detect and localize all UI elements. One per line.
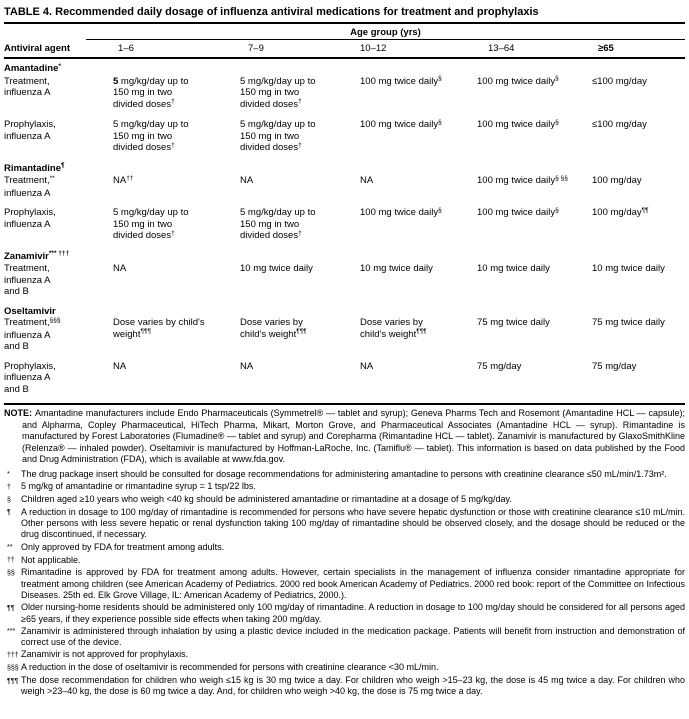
dose-cell-age-1-6: NA	[113, 360, 127, 372]
footnote-text: A reduction in the dose of oseltamivir is recommended for persons with creatinine clearance <30 mL/min.	[21, 662, 439, 673]
dose-cell-age-10-12: NA	[360, 175, 374, 186]
column-header-age-1-6: 1–6	[118, 43, 134, 54]
drug-section-rimantadine	[4, 163, 685, 243]
dose-cell-age-10-12: NA	[360, 360, 374, 372]
footnote-symbol: §§	[7, 569, 15, 577]
dose-cell-age-10-12: Dose varies by child's weight¶¶¶	[360, 317, 427, 340]
table-title: TABLE 4. Recommended daily dosage of influenza antiviral medications for treatment and prophylaxis	[4, 6, 539, 18]
row-label: Treatment,** influenza A	[4, 174, 55, 199]
footnote	[4, 555, 685, 567]
dose-cell-age-1-6: 5 mg/kg/day up to 150 mg in two divided doses†	[113, 119, 189, 153]
footnote-symbol: §§§	[7, 664, 19, 672]
table-row-zanamivir-treatment	[4, 263, 685, 298]
dose-cell-age-65-plus: ≤100 mg/day	[592, 119, 647, 130]
dose-cell-age-7-9: Dose varies by child's weight¶¶¶	[240, 317, 307, 340]
footnote-text: Older nursing-home residents should be administered only 100 mg/day of rimantadine. A reduction in dosage to 100 mg/day should be considered for all persons aged ≥65 years, if they experience possible side effects when taking 200 mg/day.	[21, 602, 685, 624]
footnote-symbol: ††	[7, 557, 15, 565]
footnote-symbol: †	[7, 483, 11, 491]
footnote-symbol: ¶¶¶	[7, 677, 19, 685]
footnote-text: Children aged ≥10 years who weigh <40 kg should be administered amantadine or rimantadine at a dosage of 5 mg/kg/day.	[21, 494, 512, 505]
footnotes-section	[4, 468, 685, 698]
row-label: Prophylaxis, influenza A	[4, 207, 56, 230]
footnote	[4, 494, 685, 506]
table-row-amantadine-prophylaxis	[4, 119, 685, 155]
footnote-text: Zanamivir is not approved for prophylaxis.	[21, 649, 189, 660]
column-header-age-13-64: 13–64	[488, 43, 515, 54]
dose-cell-age-65-plus: 100 mg/day	[592, 175, 642, 186]
table-row-oseltamivir-treatment	[4, 317, 685, 353]
footnote-text: The drug package insert should be consulted for dosage recommendations for administering amantadine to persons with creatinine clearance ≤50 mL/min/1.73m².	[21, 468, 667, 479]
column-header-age-10-12: 10–12	[360, 43, 387, 54]
dose-cell-age-13-64: 100 mg twice daily§ §§	[477, 174, 568, 186]
table-row-rimantadine-treatment	[4, 175, 685, 199]
drug-name-zanamivir: Zanamivir*** †††	[4, 250, 70, 262]
note-text: Amantadine manufacturers include Endo Pharmaceuticals (Symmetrel® — tablet and syrup); Geneva Pharms Tech and Rosemont (Amantadine HCL — capsule); and Alpharma, Copley Pharmaceutical, HiTech Pharma, Mikart, Morton Grove, and Pharmaceutical Associates (Amantadine HCL — syrup). Rimantadine is manufactured by Forest Laboratories (Flumadine® — tablet and syrup) and Corepharma (Rimantadine HCL — tablet). Zanamivir is manufactured by GlaxoSmithKline (Relenza® — inhaled powder). Oseltamivir is manufactured by Hoffman-LaRoche, Inc. (Tamiflu® — tablet). This information is based on data published by the Food and Drug Administration (FDA), which is available at www.fda.gov.	[22, 408, 685, 464]
dose-cell-age-65-plus: 75 mg/day	[592, 360, 637, 372]
footnote-symbol: ¶¶	[7, 604, 15, 612]
table-row-oseltamivir-prophylaxis	[4, 361, 685, 396]
column-header-age-65-plus: ≥65	[598, 43, 614, 54]
dose-cell-age-7-9: 5 mg/kg/day up to 150 mg in two divided doses†	[240, 75, 316, 110]
note-label: NOTE:	[4, 408, 32, 418]
footnote-text: Zanamivir is administered through inhalation by using a plastic device included in the medication package. Patients will benefit from instruction and demonstration of correct use of the device.	[21, 625, 685, 648]
dose-cell-age-7-9: NA	[240, 360, 254, 372]
footnote	[4, 662, 685, 674]
dose-cell-age-13-64: 100 mg twice daily§	[477, 118, 559, 130]
table-body	[4, 59, 685, 395]
dose-cell-age-1-6: 5 mg/kg/day up to 150 mg in two divided doses†	[113, 207, 189, 241]
drug-section-amantadine	[4, 63, 685, 155]
dose-cell-age-65-plus: ≤100 mg/day	[592, 75, 647, 87]
footnote-text: The dose recommendation for children who weigh ≤15 kg is 30 mg twice a day. For children who weigh >15–23 kg, the dose is 45 mg twice a day. For children who weigh >23–40 kg, the dose is 60 mg twice a day. And, for children who weigh >40 kg, the dose is 75 mg twice a day.	[21, 675, 685, 697]
footnote	[4, 602, 685, 625]
column-header-row	[4, 40, 685, 57]
dose-cell-age-7-9: 10 mg twice daily	[240, 263, 313, 274]
footnote-symbol: †††	[7, 651, 19, 659]
dose-cell-age-65-plus: 75 mg twice daily	[592, 317, 665, 328]
footnote	[4, 469, 685, 481]
footnote	[4, 675, 685, 698]
footnote	[4, 481, 685, 493]
footnote-text: Only approved by FDA for treatment among adults.	[21, 541, 225, 552]
footnote-symbol: §	[7, 496, 11, 504]
dose-cell-age-7-9: 5 mg/kg/day up to 150 mg in two divided doses†	[240, 119, 316, 153]
dose-cell-age-13-64: 75 mg/day	[477, 360, 522, 372]
drug-name-oseltamivir: Oseltamivir	[4, 305, 56, 317]
age-group-span-header	[86, 24, 685, 40]
row-label: Treatment, influenza A and B	[4, 263, 51, 297]
dose-cell-age-1-6: NA††	[113, 174, 134, 186]
footnote-text: Not applicable.	[21, 554, 81, 565]
dose-cell-age-10-12: 100 mg twice daily§	[360, 206, 442, 218]
dose-cell-age-13-64: 10 mg twice daily	[477, 263, 550, 274]
dose-cell-age-1-6: NA	[113, 263, 127, 274]
footnote-text: A reduction in dosage to 100 mg/day of rimantadine is recommended for persons who have severe hepatic dysfunction or those with creatinine clearance ≤10 mL/min. Other persons with less severe hepatic or renal dysfunction taking 100 mg/day of rimantadine should be observed closely, and the dosage should be reduced or the drug discontinued, if necessary.	[21, 506, 685, 540]
footnote	[4, 507, 685, 541]
drug-section-oseltamivir	[4, 306, 685, 396]
drug-name-rimantadine: Rimantadine¶	[4, 162, 65, 174]
row-label: Treatment, influenza A	[4, 75, 51, 98]
age-group-label: Age group (yrs)	[350, 27, 421, 38]
dose-cell-age-1-6: 5 mg/kg/day up to 150 mg in two divided doses†	[113, 75, 189, 110]
note-paragraph	[4, 405, 685, 468]
footnote	[4, 626, 685, 649]
footnote-text: Rimantadine is approved by FDA for treatment among adults. However, certain specialists in the management of influenza consider rimantadine appropriate for treatment among children (see American Academy of Pediatrics. 2000 red book American Academy of Pediatrics. 2000 red book: report of the Committee on Infectious Diseases. 25th ed. Elk Grove Village, IL: American Academy of Pediatrics, 2000.).	[21, 567, 685, 600]
footnote-symbol: ***	[7, 628, 16, 636]
footnote	[4, 567, 685, 601]
dose-cell-age-10-12: 10 mg twice daily	[360, 263, 433, 274]
dose-cell-age-10-12: 100 mg twice daily§	[360, 75, 442, 87]
dose-cell-age-13-64: 75 mg twice daily	[477, 317, 550, 328]
footnote	[4, 649, 685, 661]
table-row-amantadine-treatment	[4, 76, 685, 112]
drug-name-amantadine: Amantadine*	[4, 62, 61, 74]
table-row-rimantadine-prophylaxis	[4, 207, 685, 243]
footnote-symbol: ¶	[7, 509, 11, 517]
column-header-age-7-9: 7–9	[248, 43, 264, 54]
dose-cell-age-65-plus: 10 mg twice daily	[592, 263, 665, 274]
footnote-symbol: *	[7, 471, 10, 478]
row-label: Treatment,§§§ influenza A and B	[4, 316, 61, 352]
footnote-symbol: **	[7, 544, 13, 552]
dose-cell-age-13-64: 100 mg twice daily§	[477, 75, 559, 87]
dose-cell-age-7-9: NA	[240, 175, 254, 186]
dose-cell-age-10-12: 100 mg twice daily§	[360, 118, 442, 130]
dose-cell-age-13-64: 100 mg twice daily§	[477, 206, 559, 218]
dose-cell-age-1-6: Dose varies by child's weight¶¶¶	[113, 317, 205, 340]
footnote-text: 5 mg/kg of amantadine or rimantadine syrup = 1 tsp/22 lbs.	[21, 481, 256, 492]
column-header-antiviral-agent: Antiviral agent	[4, 43, 70, 54]
footnote	[4, 542, 685, 554]
row-label: Prophylaxis, influenza A and B	[4, 360, 56, 395]
dose-cell-age-65-plus: 100 mg/day¶¶	[592, 206, 649, 218]
drug-section-zanamivir	[4, 251, 685, 298]
dose-cell-age-7-9: 5 mg/kg/day up to 150 mg in two divided doses†	[240, 207, 316, 241]
row-label: Prophylaxis, influenza A	[4, 119, 56, 142]
